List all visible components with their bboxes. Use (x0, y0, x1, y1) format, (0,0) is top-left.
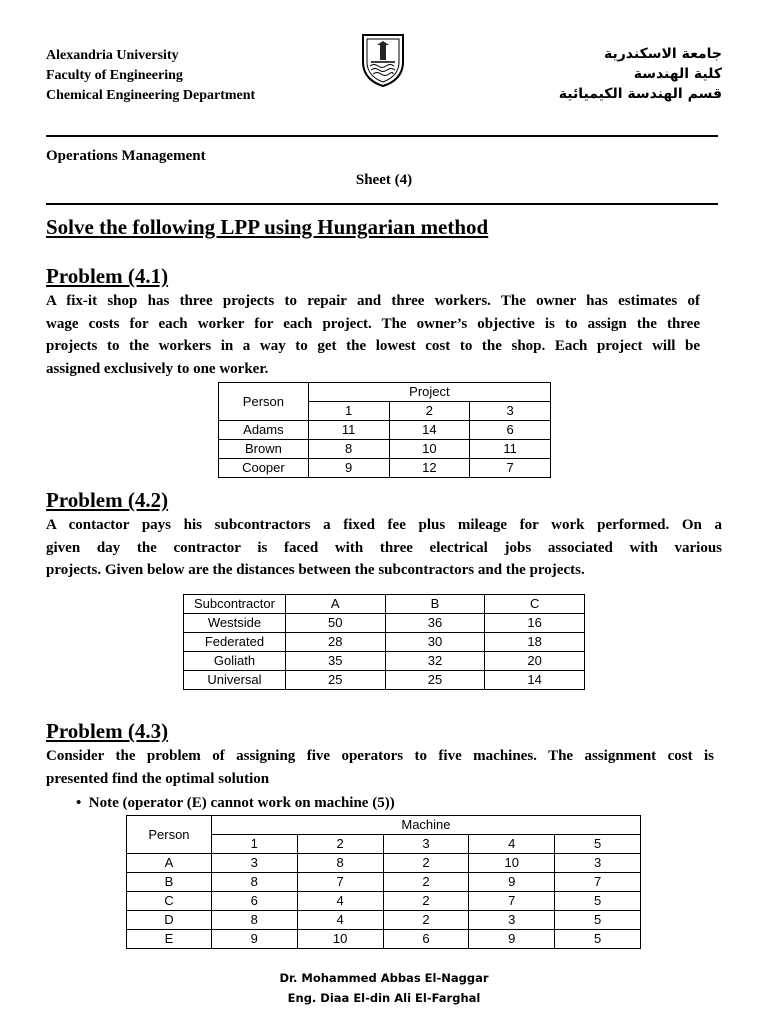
faculty-name: Faculty of Engineering (46, 68, 183, 83)
table-row-header: Person (127, 816, 212, 854)
table-cell: 8 (211, 911, 297, 930)
note-text: Note (operator (E) cannot work on machine (5)) (88, 795, 395, 811)
table-cell: 30 (385, 633, 485, 652)
table-cell: 32 (385, 652, 485, 671)
table-cell: 4 (297, 892, 383, 911)
table-cell: 25 (285, 671, 385, 690)
problem-4-3-line: Consider the problem of assigning five operators to five machines. The assignment cost is (46, 748, 714, 764)
problem-4-2-line: A contactor pays his subcontractors a fixed fee plus mileage for work performed. On a (46, 517, 722, 533)
divider-bottom (46, 203, 718, 205)
row-label: Adams (219, 421, 309, 440)
row-label: D (127, 911, 212, 930)
column-header: B (385, 595, 485, 614)
table-cell: 6 (383, 930, 469, 949)
table-cell: 9 (469, 873, 555, 892)
table-cell: 3 (469, 911, 555, 930)
table-row (127, 892, 641, 911)
sheet-number: Sheet (4) (355, 172, 413, 188)
column-header: 5 (555, 835, 641, 854)
row-label: C (127, 892, 212, 911)
university-logo-icon (360, 32, 406, 88)
table-cell: 10 (297, 930, 383, 949)
table-row (184, 633, 585, 652)
table-cell: 14 (389, 421, 470, 440)
problem-4-1-title: Problem (4.1) (46, 264, 169, 288)
table-cell: 2 (383, 854, 469, 873)
table-cell: 2 (383, 911, 469, 930)
table-cell: 2 (383, 892, 469, 911)
table-row (184, 671, 585, 690)
problem-4-1-table (218, 382, 551, 478)
table-row (127, 873, 641, 892)
table-cell: 5 (555, 911, 641, 930)
problem-4-3-title: Problem (4.3) (46, 719, 169, 743)
problem-4-1-text (46, 290, 700, 380)
table-row (127, 854, 641, 873)
problem-4-2-text (46, 514, 722, 582)
problem-4-3-line: presented find the optimal solution (46, 770, 270, 787)
row-label: Universal (184, 671, 286, 690)
table-group-header: Project (308, 383, 550, 402)
table-row (219, 459, 551, 478)
main-title: Solve the following LPP using Hungarian method (46, 215, 489, 239)
column-header: C (485, 595, 585, 614)
table-cell: 5 (555, 892, 641, 911)
row-label: Federated (184, 633, 286, 652)
table-cell: 18 (485, 633, 585, 652)
table-cell: 8 (297, 854, 383, 873)
row-label: Brown (219, 440, 309, 459)
problem-4-3-text (46, 745, 714, 790)
university-name: Alexandria University (46, 48, 179, 63)
row-label: Cooper (219, 459, 309, 478)
table-cell: 9 (211, 930, 297, 949)
row-label: Goliath (184, 652, 286, 671)
table-cell: 3 (211, 854, 297, 873)
row-label: E (127, 930, 212, 949)
table-cell: 4 (297, 911, 383, 930)
table-row (127, 930, 641, 949)
table-cell: 9 (308, 459, 389, 478)
table-cell: 7 (297, 873, 383, 892)
course-name: Operations Management (46, 148, 206, 164)
table-cell: 7 (555, 873, 641, 892)
column-header: 3 (470, 402, 551, 421)
university-name-arabic: جامعة الاسكندرية (603, 46, 722, 62)
problem-4-1-line: wage costs for each worker for each project. The owner’s objective is to assign the three (46, 315, 700, 332)
problem-4-2-title: Problem (4.2) (46, 488, 169, 512)
column-header: 2 (389, 402, 470, 421)
department-name: Chemical Engineering Department (46, 88, 256, 103)
table-cell: 5 (555, 930, 641, 949)
column-header: 2 (297, 835, 383, 854)
table-cell: 16 (485, 614, 585, 633)
problem-4-2-table (183, 594, 585, 690)
table-group-header: Machine (211, 816, 640, 835)
table-cell: 28 (285, 633, 385, 652)
table-cell: 36 (385, 614, 485, 633)
table-row (219, 421, 551, 440)
table-cell: 6 (211, 892, 297, 911)
table-cell: 11 (308, 421, 389, 440)
table-row-header: Person (219, 383, 309, 421)
problem-4-2-line: given day the contractor is faced with three electrical jobs associated with various (46, 539, 722, 556)
row-label: B (127, 873, 212, 892)
author-name: Eng. Diaa El-din Ali El-Farghal (287, 991, 481, 1005)
author-name: Dr. Mohammed Abbas El-Naggar (279, 971, 489, 985)
table-cell: 8 (211, 873, 297, 892)
row-label: A (127, 854, 212, 873)
column-header: 1 (211, 835, 297, 854)
problem-4-1-line: A fix-it shop has three projects to repair and three workers. The owner has estimates of (46, 293, 700, 309)
column-header: A (285, 595, 385, 614)
problem-4-2-line: projects. Given below are the distances between the subcontractors and the projects. (46, 562, 585, 578)
table-row (184, 652, 585, 671)
bullet-icon: • (76, 795, 89, 811)
column-header: 1 (308, 402, 389, 421)
table-row-header: Subcontractor (184, 595, 286, 614)
table-cell: 10 (469, 854, 555, 873)
faculty-name-arabic: كلية الهندسة (633, 66, 722, 82)
table-cell: 50 (285, 614, 385, 633)
table-cell: 8 (308, 440, 389, 459)
header-left (46, 46, 255, 106)
problem-4-3-note (76, 795, 395, 812)
table-cell: 14 (485, 671, 585, 690)
table-cell: 10 (389, 440, 470, 459)
table-cell: 20 (485, 652, 585, 671)
table-cell: 9 (469, 930, 555, 949)
table-cell: 12 (389, 459, 470, 478)
divider-top (46, 135, 718, 137)
row-label: Westside (184, 614, 286, 633)
table-row (127, 911, 641, 930)
department-name-arabic: قسم الهندسة الكيميائية (558, 86, 722, 102)
column-header: 4 (469, 835, 555, 854)
problem-4-3-table (126, 815, 641, 949)
table-cell: 25 (385, 671, 485, 690)
table-row (219, 440, 551, 459)
table-cell: 11 (470, 440, 551, 459)
table-row (184, 614, 585, 633)
table-cell: 2 (383, 873, 469, 892)
table-cell: 7 (470, 459, 551, 478)
table-cell: 7 (469, 892, 555, 911)
footer-authors (0, 968, 768, 1008)
problem-4-1-line: assigned exclusively to one worker. (46, 360, 269, 377)
column-header: 3 (383, 835, 469, 854)
table-cell: 3 (555, 854, 641, 873)
problem-4-1-line: projects to the workers in a way to get the lowest cost to the shop. Each project will be (46, 338, 700, 354)
table-cell: 35 (285, 652, 385, 671)
table-cell: 6 (470, 421, 551, 440)
header-right (559, 44, 722, 104)
